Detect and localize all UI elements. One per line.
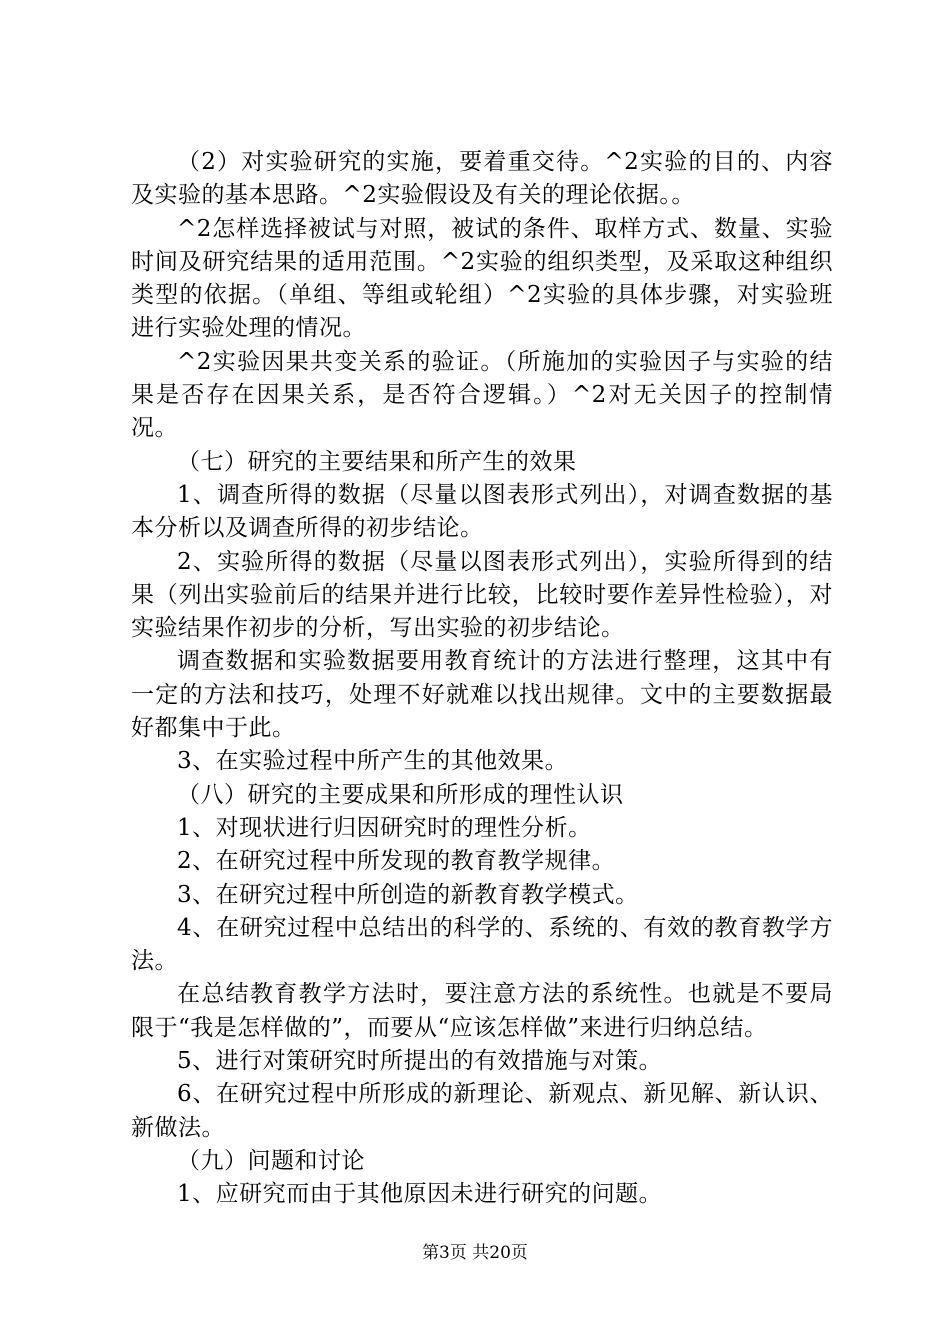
paragraph: 1、对现状进行归因研究时的理性分析。 [177,814,592,841]
page-footer: 第3页 共20页 [422,1243,528,1263]
paragraph: ^2实验因果共变关系的验证。（所施加的实验因子与实验的结果是否存在因果关系，是否符合逻辑。）^2对无关因子的控制情况。 [131,348,833,442]
paragraph: 在总结教育教学方法时，要注意方法的系统性。也就是不要局限于“我是怎样做的”，而要从“应该怎样做”来进行归纳总结。 [131,981,833,1041]
paragraph: 3、在实验过程中所产生的其他效果。 [177,748,569,775]
paragraph: 2、实验所得的数据（尽量以图表形式列出），实验所得到的结果（列出实验前后的结果并进行比较，比较时要作差异性检验），对实验结果作初步的分析，写出实验的初步结论。 [131,548,833,642]
paragraph: 3、在研究过程中所创造的新教育教学模式。 [177,881,639,908]
paragraph: 6、在研究过程中所形成的新理论、新观点、新见解、新认识、新做法。 [131,1081,833,1141]
paragraph: 4、在研究过程中总结出的科学的、系统的、有效的教育教学方法。 [131,914,833,975]
paragraph: 1、调查所得的数据（尽量以图表形式列出），对调查数据的基本分析以及调查所得的初步结论。 [131,481,833,542]
section-heading: （七）研究的主要结果和所产生的效果 [177,448,577,475]
paragraph: 调查数据和实验数据要用教育统计的方法进行整理，这其中有一定的方法和技巧，处理不好就难以找出规律。文中的主要数据最好都集中于此。 [131,648,833,742]
section-heading: （八）研究的主要成果和所形成的理性认识 [177,781,624,808]
section-heading: （九）问题和讨论 [177,1147,365,1174]
paragraph: 5、进行对策研究时所提出的有效措施与对策。 [177,1048,663,1075]
paragraph: 2、在研究过程中所发现的教育教学规律。 [177,848,616,875]
paragraph: 1、应研究而由于其他原因未进行研究的问题。 [177,1181,663,1208]
paragraph: ^2怎样选择被试与对照，被试的条件、取样方式、数量、实验时间及研究结果的适用范围。^2实验的组织类型，及采取这种组织类型的依据。（单组、等组或轮组）^2实验的具体步骤，对实验班进行实验处理的情况。 [131,215,833,342]
paragraph: （2）对实验研究的实施，要着重交待。^2实验的目的、内容及实验的基本思路。^2实验假设及有关的理论依据。。 [131,149,833,209]
document-body [131,146,833,1212]
